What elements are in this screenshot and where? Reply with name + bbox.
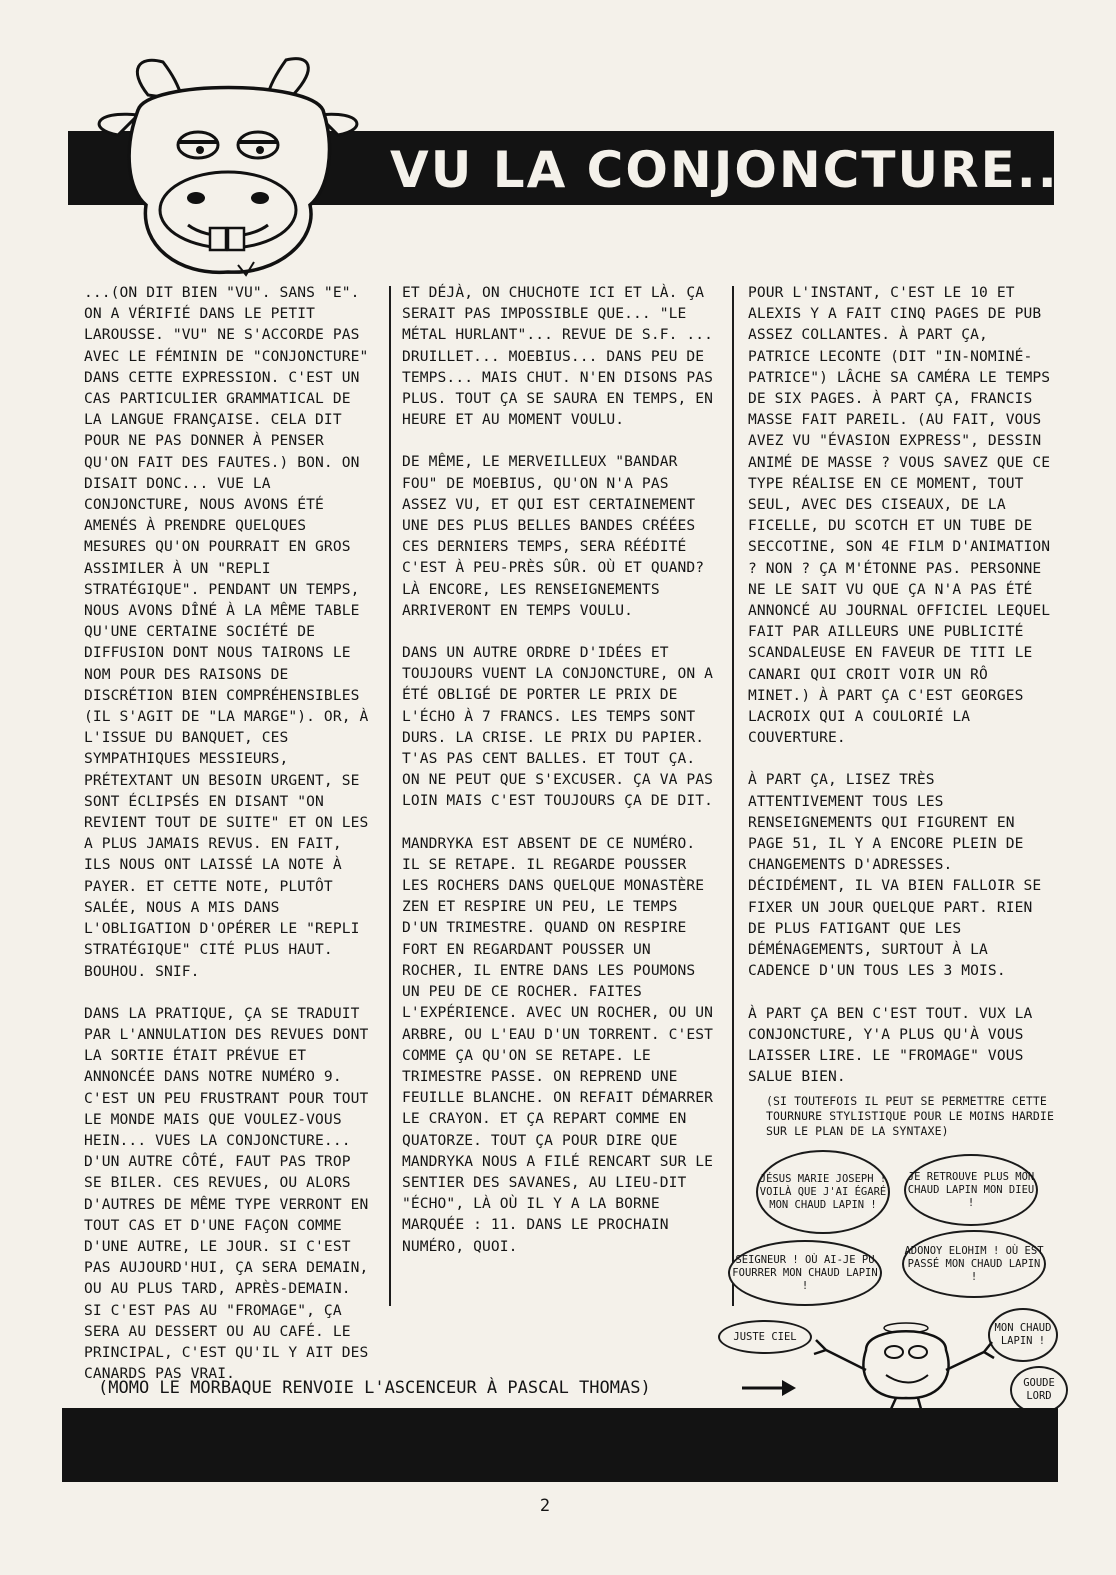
arrow-right-icon [740,1376,800,1400]
column-2-paragraph-2: DE MÊME, LE MERVEILLEUX "BANDAR FOU" DE MOEBIUS, QU'ON N'A PAS ASSEZ VU, ET QUI EST CERTAINEMENT UNE DES PLUS BELLES BANDES CRÉÉES CES DERNIERS TEMPS, SERA RÉÉDITÉ C'EST À PEU-PRÈS SÛR. OÙ ET QUAND? LÀ ENCORE, LES RENSEIGNEMENTS ARRIVERONT EN TEMPS VOULU. [402,453,705,619]
footnote: (SI TOUTEFOIS IL PEUT SE PERMETTRE CETTE TOURNURE STYLISTIQUE POUR LE MOINS HARDIE SUR LE PLAN DE LA SYNTAXE) [766,1094,1054,1139]
speech-balloon: SEIGNEUR ! OÙ AI-JE PU FOURRER MON CHAUD LAPIN ! [728,1240,882,1306]
text-column-1 [84,282,376,1383]
column-3-paragraph-1: POUR L'INSTANT, C'EST LE 10 ET ALEXIS Y A FAIT CINQ PAGES DE PUB ASSEZ COLLANTES. À PART ÇA, PATRICE LECONTE (DIT "IN-NOMINÉ-PATRICE") LÂCHE SA CAMÉRA LE TEMPS DE SIX PAGES. À PART ÇA, FRANCIS MASSE FAIT PAREIL. (AU FAIT, VOUS AVEZ VU "ÉVASION EXPRESS", DESSIN ANIMÉ DE MASSE ? VOUS SAVEZ QUE CE TYPE RÉALISE EN CE MOMENT, TOUT SEUL, AVEC DES CISEAUX, DE LA FICELLE, DU SCOTCH ET UN TUBE DE SECCOTINE, SON 4E FILM D'ANIMATION ? NON ? ÇA M'ÉTONNE PAS. PERSONNE NE LE SAIT VU QUE ÇA N'A PAS ÉTÉ ANNONCÉ AU JOURNAL OFFICIEL LEQUEL FAIT PAR AILLEURS UNE PUBLICITÉ SCANDALEUSE EN FAVEUR DE TITI LE CANARI QUI CROIT VOIR UN RÔ MINET.) À PART ÇA C'EST GEORGES LACROIX QUI A COULORIÉ LA COUVERTURE. [748,284,1051,747]
column-divider [389,286,391,1306]
column-1-paragraph-2: DANS LA PRATIQUE, ÇA SE TRADUIT PAR L'ANNULATION DES REVUES DONT LA SORTIE ÉTAIT PRÉVUE ET ANNONCÉE DANS NOTRE NUMÉRO 9. C'EST UN PEU FRUSTRANT POUR TOUT LE MONDE MAIS QUE VOULEZ-VOUS HEIN... VUES LA CONJONCTURE... D'UN AUTRE CÔTÉ, FAUT PAS TROP SE BILER. CES REVUES, OU ALORS D'AUTRES DE MÊME TYPE VERRONT EN TOUT CAS ET D'UNE FAÇON COMME D'UNE AUTRE, LE JOUR. SI C'EST PAS AUJOURD'HUI, ÇA SERA DEMAIN, OU AU PLUS TARD, APRÈS-DEMAIN. SI C'EST PAS AU "FROMAGE", ÇA SERA AU DESSERT OU AU CAFÉ. LE PRINCIPAL, C'EST QU'IL Y AIT DES CANARDS PAS VRAI. [84,1004,369,1383]
speech-balloon: MON CHAUD LAPIN ! [988,1308,1058,1362]
column-2-paragraph-1: ET DÉJÀ, ON CHUCHOTE ICI ET LÀ. ÇA SERAIT PAS IMPOSSIBLE QUE... "LE MÉTAL HURLANT"... REVUE DE S.F. ... DRUILLET... MOEBIUS... DANS PEU DE TEMPS... MAIS CHUT. N'EN DISONS PAS PLUS. TOUT ÇA SE SAURA EN TEMPS, EN HEURE ET AU MOMENT VOULU. [402,284,714,429]
page-number: 2 [539,1496,551,1516]
footer-banner [62,1408,1058,1482]
speech-balloon: JE RETROUVE PLUS MON CHAUD LAPIN MON DIEU ! [904,1154,1038,1226]
column-1-paragraph-1: ...(ON DIT BIEN "VU". SANS "E". ON A VÉRIFIÉ DANS LE PETIT LAROUSSE. "VU" NE S'ACCORDE PAS AVEC LE FÉMININ DE "CONJONCTURE" DANS CETTE EXPRESSION. C'EST UN CAS PARTICULIER GRAMMATICAL DE LA LANGUE FRANÇAISE. CELA DIT POUR NE PAS DONNER À PENSER QU'ON FAIT DES FAUTES.) BON. ON DISAIT DONC... VUE LA CONJONCTURE, NOUS AVONS ÉTÉ AMENÉS À PRENDRE QUELQUES MESURES QU'ON POURRAIT EN GROS ASSIMILER À UN "REPLI STRATÉGIQUE". PENDANT UN TEMPS, NOUS AVONS DÎNÉ À LA MÊME TABLE QU'UNE CERTAINE SOCIÉTÉ DE DIFFUSION DONT NOUS TAIRONS LE NOM POUR DES RAISONS DE DISCRÉTION BIEN COMPRÉHENSIBLES (IL S'AGIT DE "LA MARGE"). OR, À L'ISSUE DU BANQUET, CES SYMPATHIQUES MESSIEURS, PRÉTEXTANT UN BESOIN URGENT, SE SONT ÉCLIPSÉS EN DISANT "ON REVIENT TOUT DE SUITE" ET ON LES A PLUS JAMAIS REVUS. EN FAIT, ILS NOUS ONT LAISSÉ LA NOTE À PAYER. ET CETTE NOTE, PLUTÔT SALÉE, NOUS A MIS DANS L'OBLIGATION D'OPÉRER LE "REPLI STRATÉGIQUE" CITÉ PLUS HAUT. BOUHOU. SNIF. [84,284,369,980]
speech-balloon: ADONOY ELOHIM ! OÙ EST PASSÉ MON CHAUD LAPIN ! [902,1230,1046,1298]
cow-head-illustration [78,40,378,280]
text-column-2 [402,282,720,1302]
column-3-paragraph-3: À PART ÇA BEN C'EST TOUT. VUX LA CONJONCTURE, Y'A PLUS QU'À VOUS LAISSER LIRE. LE "FROMAGE" VOUS SALUE BIEN. [748,1004,1033,1086]
page-title: VU LA CONJONCTURE... [390,141,1080,199]
column-2-paragraph-4: MANDRYKA EST ABSENT DE CE NUMÉRO. IL SE RETAPE. IL REGARDE POUSSER LES ROCHERS DANS QUELQUE MONASTÈRE ZEN ET RESPIRE UN PEU, LE TEMPS D'UN TRIMESTRE. QUAND ON RESPIRE FORT EN REGARDANT POUSSER UN ROCHER, IL ENTRE DANS LES POUMONS UN PEU DE CE ROCHER. FAITES L'EXPÉRIENCE. AVEC UN ROCHER, OU UN ARBRE, OU L'EAU D'UN TORRENT. C'EST COMME ÇA QU'ON SE RETAPE. LE TRIMESTRE PASSE. ON REPREND UNE FEUILLE BLANCHE. ON REFAIT DÉMARRER LE CRAYON. ET ÇA REPART COMME EN QUATORZE. TOUT ÇA POUR DIRE QUE MANDRYKA NOUS A FILÉ RENCART SUR LE SENTIER DES SAVANES, AU LIEU-DIT "ÉCHO", LÀ OÙ IL Y A LA BORNE MARQUÉE : 11. DANS LE PROCHAIN NUMÉRO, QUOI. [402,834,714,1255]
text-column-3 [748,282,1054,1142]
speech-balloon: JÉSUS MARIE JOSEPH ! VOILÀ QUE J'AI ÉGARÉ MON CHAUD LAPIN ! [756,1150,890,1234]
speech-balloon: JUSTE CIEL [718,1320,812,1354]
column-2-paragraph-3: DANS UN AUTRE ORDRE D'IDÉES ET TOUJOURS VUENT LA CONJONCTURE, ON A ÉTÉ OBLIGÉ DE PORTER LE PRIX DE L'ÉCHO À 7 FRANCS. LES TEMPS SONT DURS. LA CRISE. LE PRIX DU PAPIER. T'AS PAS CENT BALLES. ET TOUT ÇA. ON NE PEUT QUE S'EXCUSER. ÇA VA PAS LOIN MAIS C'EST TOUJOURS ÇA DE DIT. [402,644,714,810]
speech-balloon: GOUDE LORD [1010,1366,1068,1414]
footer-caption: (MOMO LE MORBAQUE RENVOIE L'ASCENCEUR À PASCAL THOMAS) [98,1378,651,1398]
column-3-paragraph-2: À PART ÇA, LISEZ TRÈS ATTENTIVEMENT TOUS LES RENSEIGNEMENTS QUI FIGURENT EN PAGE 51, IL Y A ENCORE PLEIN DE CHANGEMENTS D'ADRESSES. DÉCIDÉMENT, IL VA BIEN FALLOIR SE FIXER UN JOUR QUELQUE PART. RIEN DE PLUS FATIGANT QUE LES DÉMÉNAGEMENTS, SURTOUT À LA CADENCE D'UN TOUS LES 3 MOIS. [748,771,1042,980]
